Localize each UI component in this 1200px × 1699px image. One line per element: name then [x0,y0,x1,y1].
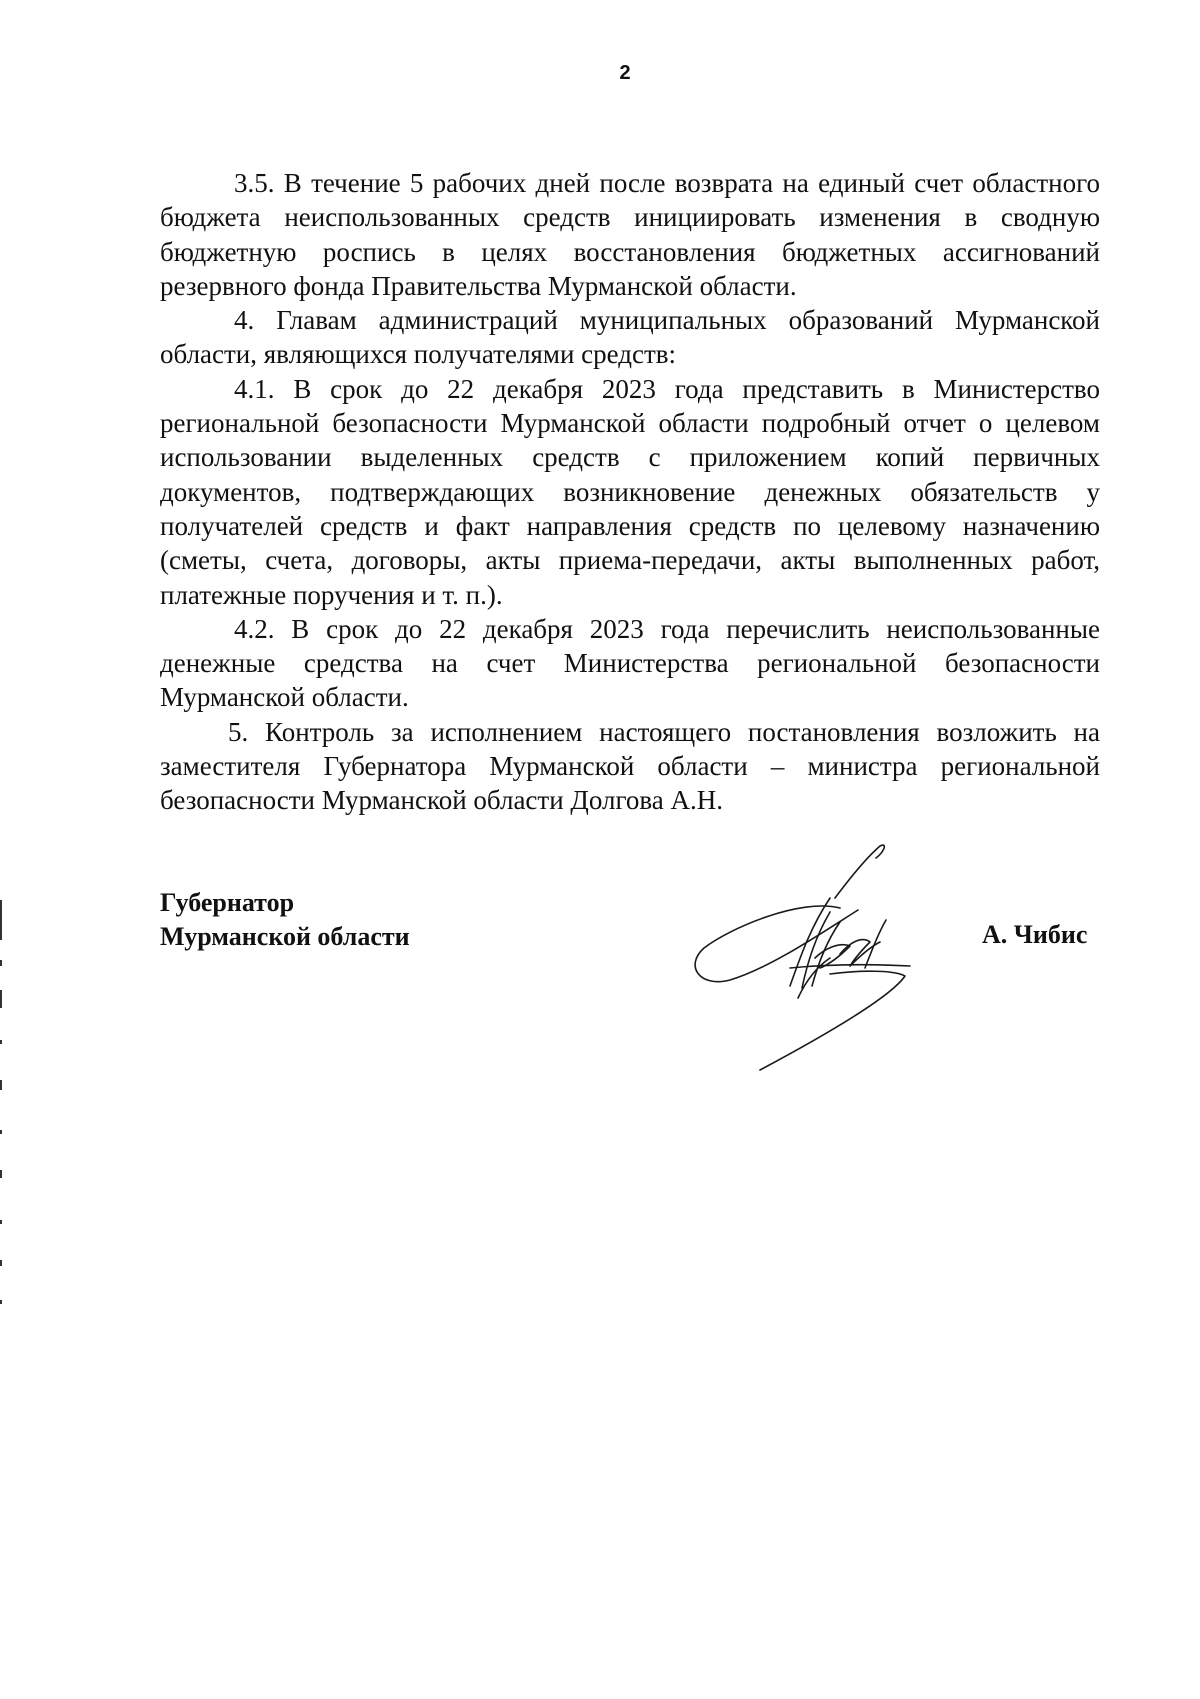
paragraph-3-5: 3.5. В течение 5 рабочих дней после возврата на единый счет областного бюджета неиспользованных средств инициировать изменения в сводную бюджетную роспись в целях восстановления бюджетных ассигнований резервного фонда Правительства Мурманской области. [160,168,1100,301]
document-body [160,166,1100,818]
paragraph-4-2: 4.2. В срок до 22 декабря 2023 года перечислить неиспользованные денежные средства на счет Министерства региональной безопасности Мурманской области. [160,613,1100,713]
paragraph-4: 4. Главам администраций муниципальных образований Мурманской области, являющихся получателями средств: [160,305,1100,370]
paragraph-4-1: 4.1. В срок до 22 декабря 2023 года представить в Министерство региональной безопасности Мурманской области подробный отчет о целевом использовании выделенных средств с приложением копий первичных документов, подтверждающих возникновение денежных обязательств у получателей средств и факт направления средств по целевому назначению (сметы, счета, договоры, акты приема-передачи, акты выполненных работ, платежные поручения и т. п.). [160,373,1100,610]
signer-name: А. Чибис [982,920,1088,949]
handwritten-signature [690,838,940,1078]
position-line-1: Губернатор [160,888,295,917]
position-line-2: Мурманской области [160,922,410,951]
scan-edge-artifact [0,900,3,1320]
page-number: 2 [619,62,631,84]
signatory-position [160,886,410,954]
paragraph-5: 5. Контроль за исполнением настоящего постановления возложить на заместителя Губернатора Мурманской области – министра региональной безопасности Мурманской области Долгова А.Н. [160,716,1100,816]
